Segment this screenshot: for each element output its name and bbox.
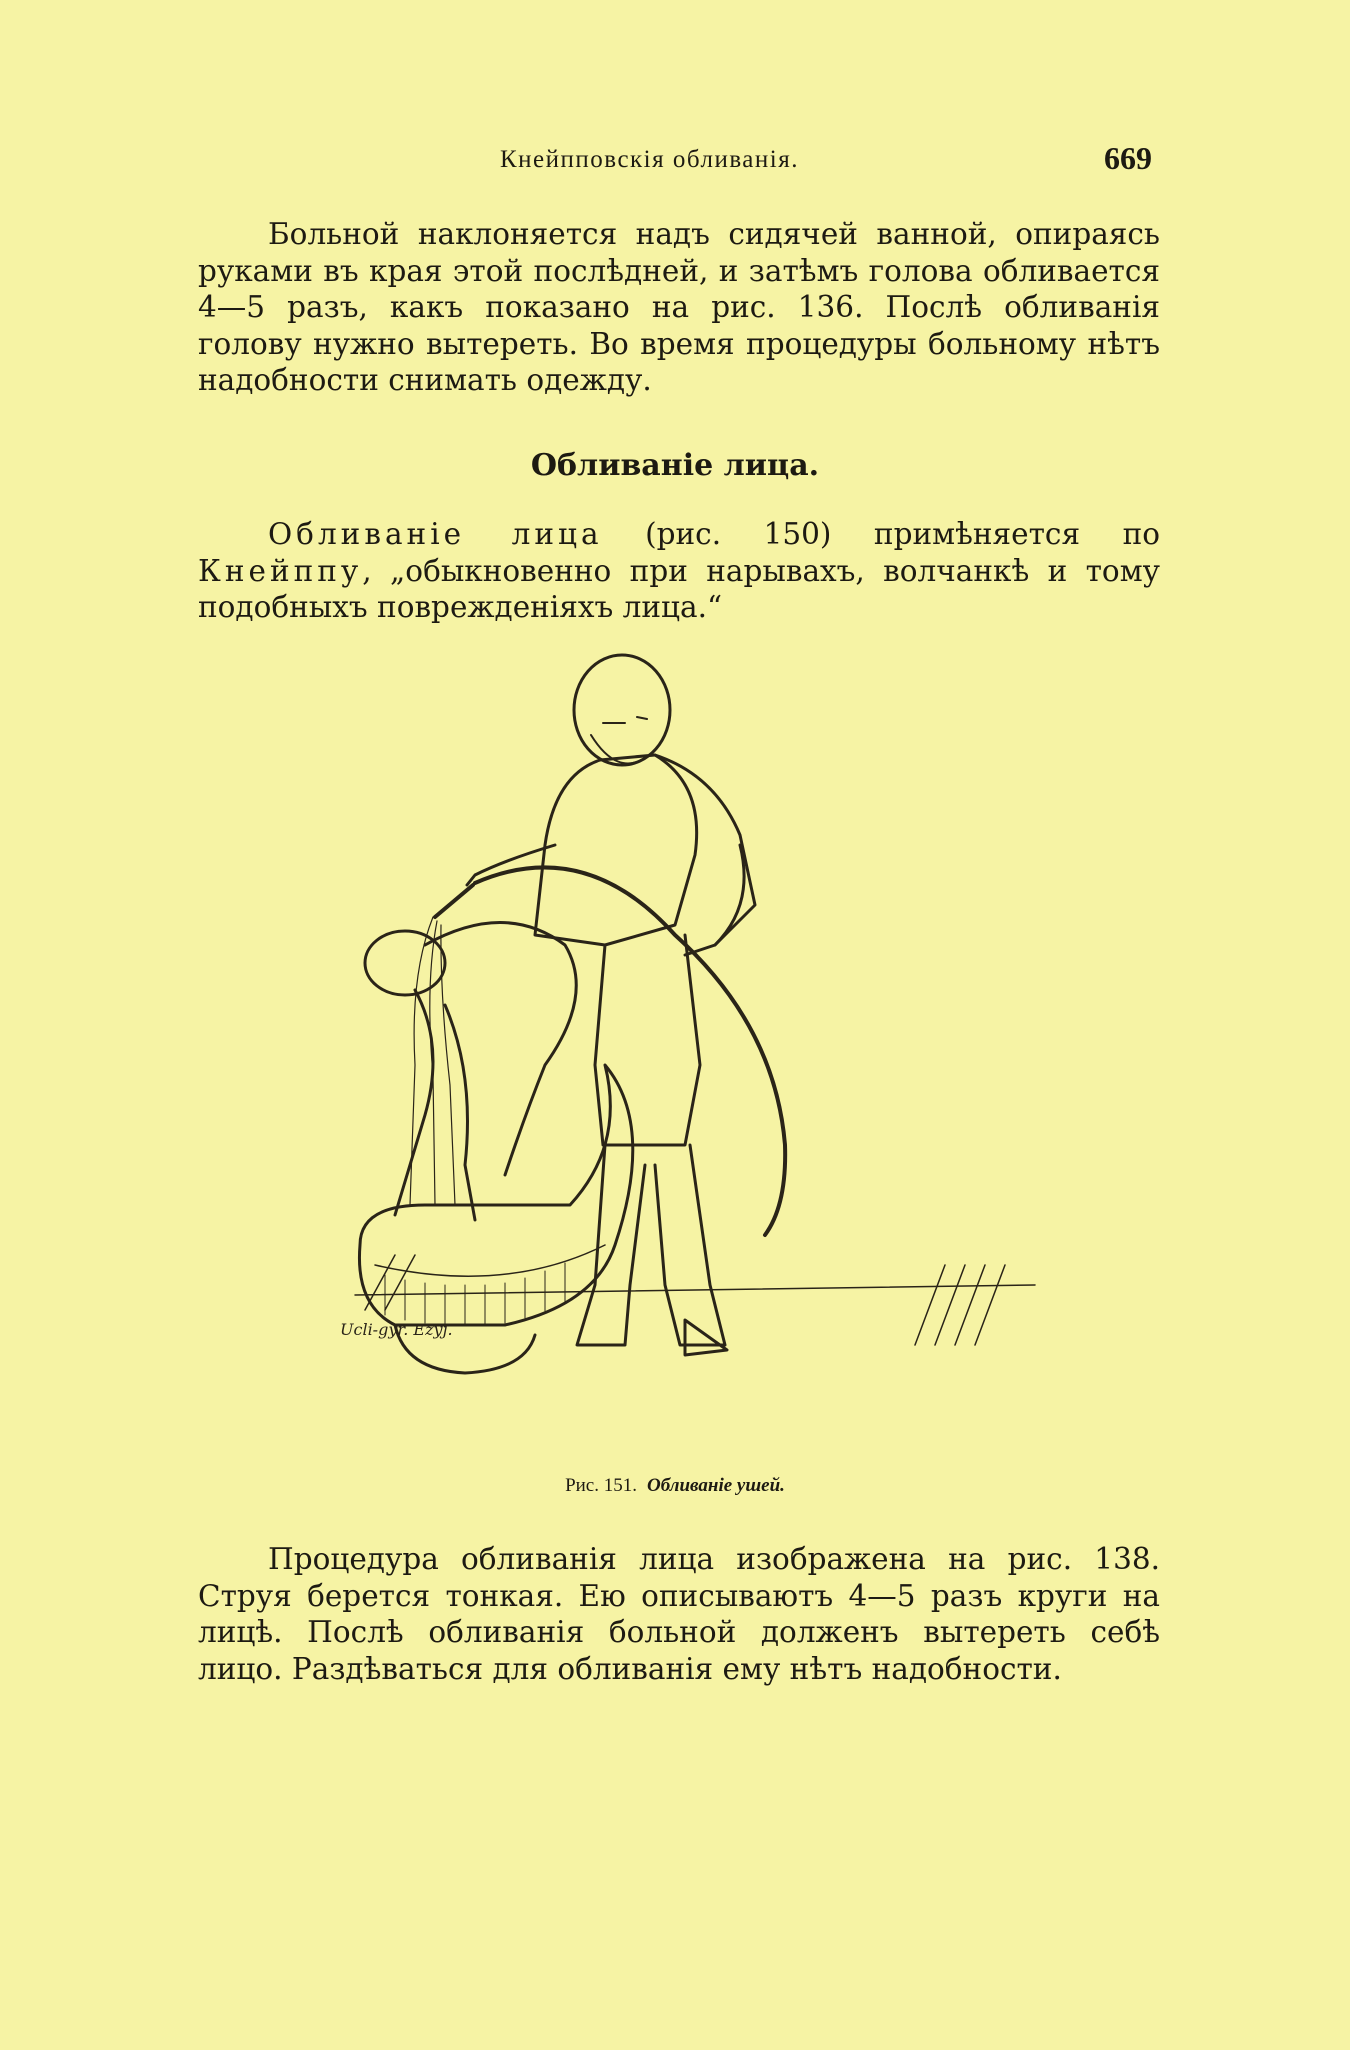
running-title: Кнейпповскія обливанія.	[500, 146, 799, 173]
attendant-legs	[577, 1145, 645, 1345]
paragraph-procedure	[198, 1541, 1160, 1687]
paragraph-text: Больной наклоняется надъ сидячей ванной, опираясь руками въ края этой послѣдней, и затѣмъ голова обливается 4—5 разъ, какъ показано на рис. 136. Послѣ обливанія голову нужно вытереть. Во время процедуры больному нѣтъ надобности снимать одежду.	[198, 217, 1160, 397]
paragraph-text	[198, 516, 1160, 626]
ground-hatching	[355, 1255, 1035, 1345]
engraving-image	[340, 645, 1035, 1475]
section-title: Обливаніе лица.	[530, 448, 820, 483]
illustration-ear-douche	[340, 645, 1035, 1475]
caption-title: Обливаніе ушей.	[646, 1475, 785, 1496]
paragraph-face-douche	[198, 516, 1160, 626]
artist-signature: Ucli-gyr. Ezyj.	[340, 1320, 453, 1339]
running-head	[0, 140, 1350, 180]
paragraph-head-douche	[198, 216, 1160, 399]
page-number: 669	[1104, 140, 1152, 176]
paragraph-text: Процедура обливанія лица изображена на рис. 138. Струя берется тонкая. Ею описываютъ 4—5 разъ круги на лицѣ. Послѣ обливанія больной долженъ вытереть себѣ лицо. Раздѣваться для обливанія ему нѣтъ надобности.	[198, 1542, 1160, 1686]
name-emphasis: Кнейппу	[198, 553, 363, 588]
attendant-body	[535, 755, 697, 945]
figure-caption	[0, 1475, 1350, 1497]
caption-number: Рис. 151.	[565, 1475, 637, 1496]
quote-text: , „обыкновенно при нарывахъ, волчанкѣ и тому подобныхъ поврежденіяхъ лица.“	[198, 553, 1160, 624]
term-emphasis: Обливаніе лица	[268, 517, 603, 551]
paragraph-fragment: (рис. 150) примѣняется по	[602, 517, 1161, 551]
attendant-head	[574, 655, 670, 765]
